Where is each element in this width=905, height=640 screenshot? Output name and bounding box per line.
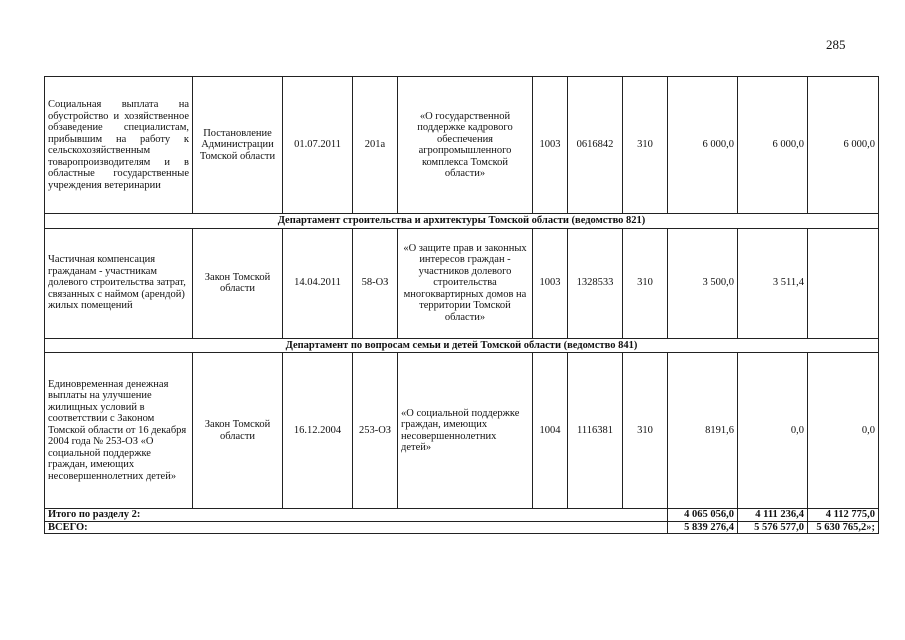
- section-code: 1003: [533, 228, 568, 338]
- grand-total-year-3: 5 630 765,2»;: [808, 521, 879, 534]
- target-code: 1328533: [568, 228, 623, 338]
- measure-name: Социальная выплата на обустройство и хозяйственное обзаведение специалистам, прибывшим на работу к сельскохозяйственным товаропроизводителям и в областные государственные учреждения ветеринарии: [45, 77, 193, 214]
- document-title: «О защите прав и законных интересов граждан - участников долевого строительства многоквартирных домов на территории Томской области»: [398, 228, 533, 338]
- document-date: 14.04.2011: [283, 228, 353, 338]
- measure-name: Единовременная денежная выплаты на улучшение жилищных условий в соответствии с Законом Томской области от 16 декабря 2004 года № 253-ОЗ «О социальной поддержке граждан, имеющих несовершеннолетних детей»: [45, 353, 193, 509]
- value-year-2: 3 511,4: [738, 228, 808, 338]
- budget-table: [44, 76, 879, 534]
- grand-total-label: ВСЕГО:: [45, 521, 668, 534]
- target-code: 0616842: [568, 77, 623, 214]
- document-title: «О социальной поддержке граждан, имеющих несовершеннолетних детей»: [398, 353, 533, 509]
- section-total-year-1: 4 065 056,0: [668, 509, 738, 522]
- section-total-year-3: 4 112 775,0: [808, 509, 879, 522]
- document-type: Закон Томской области: [193, 228, 283, 338]
- value-year-3: 6 000,0: [808, 77, 879, 214]
- grand-total-year-1: 5 839 276,4: [668, 521, 738, 534]
- value-year-1: 8191,6: [668, 353, 738, 509]
- table-row: [45, 77, 879, 214]
- document-type: Закон Томской области: [193, 353, 283, 509]
- grand-total-year-2: 5 576 577,0: [738, 521, 808, 534]
- grand-total-row: [45, 521, 879, 534]
- document-number: 253-ОЗ: [353, 353, 398, 509]
- expense-kind: 310: [623, 353, 668, 509]
- department-header: Департамент по вопросам семьи и детей Томской области (ведомство 841): [45, 338, 879, 353]
- document-number: 58-ОЗ: [353, 228, 398, 338]
- table-row: [45, 353, 879, 509]
- section-total-year-2: 4 111 236,4: [738, 509, 808, 522]
- department-row: [45, 214, 879, 229]
- value-year-3: [808, 228, 879, 338]
- department-header: Департамент строительства и архитектуры Томской области (ведомство 821): [45, 214, 879, 229]
- section-code: 1004: [533, 353, 568, 509]
- document-title: «О государственной поддержке кадрового обеспечения агропромышленного комплекса Томской области»: [398, 77, 533, 214]
- document-number: 201а: [353, 77, 398, 214]
- section-code: 1003: [533, 77, 568, 214]
- value-year-3: 0,0: [808, 353, 879, 509]
- value-year-1: 6 000,0: [668, 77, 738, 214]
- expense-kind: 310: [623, 228, 668, 338]
- table-row: [45, 228, 879, 338]
- department-row: [45, 338, 879, 353]
- document-date: 01.07.2011: [283, 77, 353, 214]
- value-year-1: 3 500,0: [668, 228, 738, 338]
- page-number: 285: [826, 37, 846, 52]
- section-total-label: Итого по разделу 2:: [45, 509, 668, 522]
- value-year-2: 0,0: [738, 353, 808, 509]
- target-code: 1116381: [568, 353, 623, 509]
- document-type: Постановление Администрации Томской области: [193, 77, 283, 214]
- expense-kind: 310: [623, 77, 668, 214]
- document-date: 16.12.2004: [283, 353, 353, 509]
- measure-name: Частичная компенсация гражданам - участникам долевого строительства затрат, связанных с наймом (арендой) жилых помещений: [45, 228, 193, 338]
- value-year-2: 6 000,0: [738, 77, 808, 214]
- section-total-row: [45, 509, 879, 522]
